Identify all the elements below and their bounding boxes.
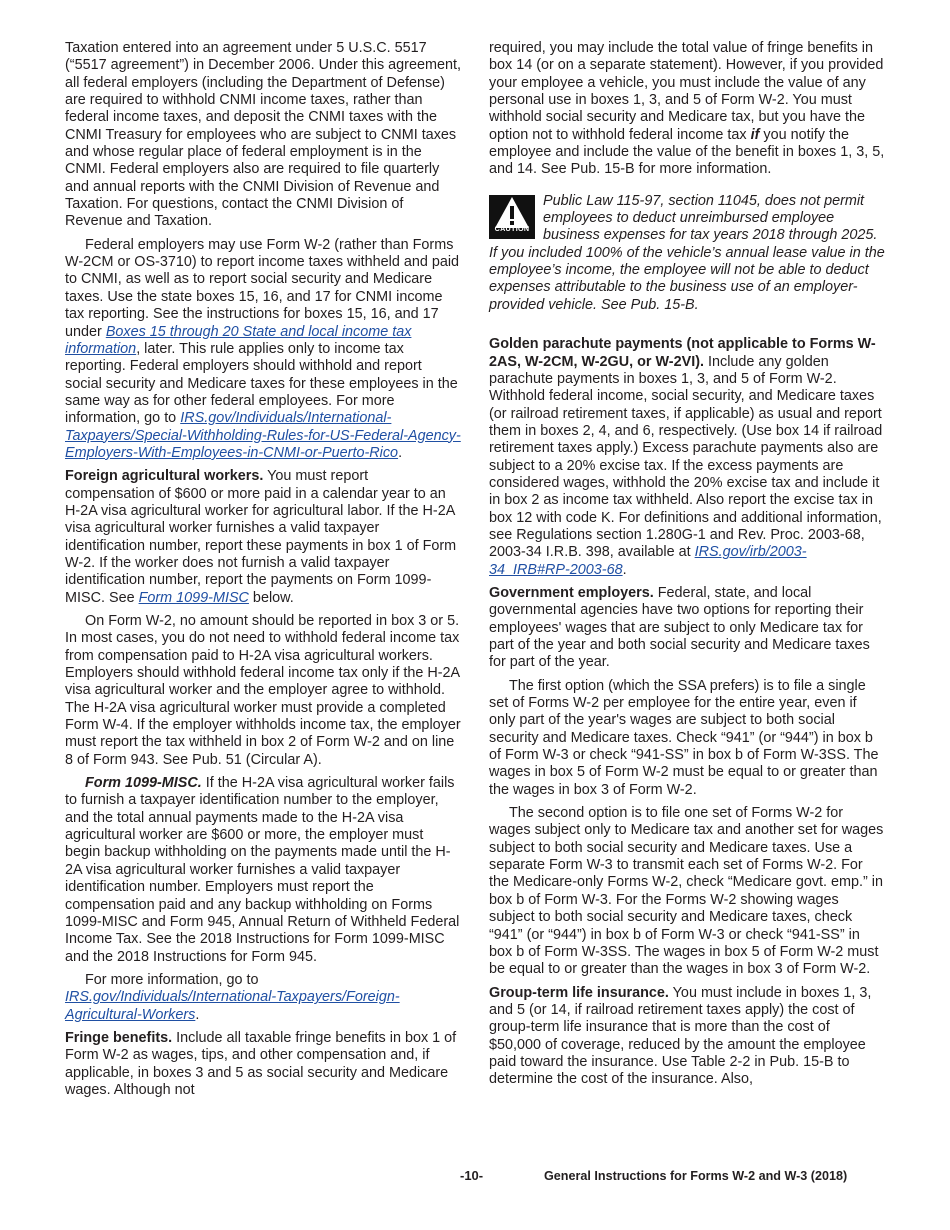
form-1099-misc-link[interactable]: Form 1099-MISC [138,589,249,606]
group-term-life-insurance-paragraph: Group-term life insurance. You must include in boxes 1, 3, and 5 (or 14, if railroad retirement taxes apply) the cost of group-term life insurance that is more than the cost of $50,000 of coverage, reduced by the amount the employee paid toward the insurance. Use Table 2-2 in Pub. 15-B to determine the cost of the insurance. Also, [489,984,872,1088]
government-employers-heading: Government employers. [489,584,654,601]
right-column [489,40,885,1095]
foreign-agricultural-workers-heading: Foreign agricultural workers. [65,468,264,485]
form-w2-box-paragraph: On Form W-2, no amount should be reported in box 3 or 5. In most cases, you do not need to withhold federal income tax from compensation paid to H-2A visa agricultural workers. Employers should withhold federal income tax only if the H-2A visa agricultural worker and the employer agree to withhold. The H-2A visa agricultural worker must provide a completed Form W-4. If the employer withholds income tax, the employer must report the tax withheld in box 2 of Form W-2 and on line 8 of Form 943. See Pub. 51 (Circular A). [65,613,461,768]
second-option-paragraph: The second option is to file one set of Forms W-2 for wages subject only to Medicare tax and another set for wages subject to both social security and Medicare taxes. Use a separate Form W-3 to transmit each set of Forms W-2. For the Medicare-only Forms W-2, check “Medicare govt. emp.” in box b of Form W-3. For the Forms W-2 showing wages subject to both social security and Medicare taxes, check “941” (or “944”) in box b of Form W-3 or check “941-SS” in box b of Form W-3SS. The wages in box 5 of Form W-2 must be equal to or greater than the wages in box 3 of Form W-2. [489,805,884,978]
cnmi-agreement-paragraph: Taxation entered into an agreement under 5 U.S.C. 5517 (“5517 agreement”) in December 2006. Under this agreement, all federal employers (including the Department of Defense) are required to withhold CNMI income taxes, rather than federal income taxes, and deposit the CNMI taxes with the CNMI Treasury for employees who are subject to CNMI taxes and whose regular place of federal employment is in the CNMI. Federal employers also are required to file quarterly and annual reports with the CNMI Division of Revenue and Taxation. For questions, contact the CNMI Division of Revenue and Taxation. [65,40,461,230]
golden-parachute-heading: Golden parachute payments (not applicable to Forms W-2AS, W-2CM, W-2GU, or W-2VI). [489,336,876,370]
group-term-life-insurance-heading: Group-term life insurance. [489,984,669,1001]
caution-text: Public Law 115-97, section 11045, does not permit employees to deduct unreimbursed employee business expenses for tax years 2018 through 2025. If you included 100% of the vehicle’s annual lease value in the employee’s income, the employee will not be able to deduct expenses attributable to the business use of an employer-provided vehicle. See Pub. 15-B. [489,192,885,313]
form-1099-misc-heading: Form 1099-MISC. [85,775,202,792]
page-footer [0,1166,950,1190]
boxes-15-20-link[interactable]: Boxes 15 through 20 State and local income tax information [65,323,412,357]
fringe-benefits-heading: Fringe benefits. [65,1029,173,1046]
golden-parachute-paragraph: Golden parachute payments (not applicable to Forms W-2AS, W-2CM, W-2GU, or W-2VI). Include any golden parachute payments in boxes 1, 3, and 5 of Form W-2. Withhold federal income, social security, and Medicare taxes (or railroad retirement taxes, if applicable) as usual and report them in boxes 2, 4, and 6, respectively. (Use box 14 if railroad retirement taxes apply.) Excess parachute payments also are subject to a 20% excise tax. If the excess payments are considered wages, withhold the 20% excise tax and include it in box 2 as income tax withheld. Also report the excise tax in box 12 with code K. For definitions and additional information, see Regulations section 1.280G-1 and Rev. Proc. 2003-68, 2003-34 I.R.B. 398, available at IRS.gov/irb/2003-34_IRB#RP-2003-68. [489,336,883,578]
document-title: General Instructions for Forms W-2 and W-3 (2018) [544,1169,848,1183]
caution-note [489,193,885,314]
irs-foreign-agricultural-workers-link[interactable]: IRS.gov/Individuals/International-Taxpayers/Foreign-Agricultural-Workers [65,989,400,1023]
fringe-benefits-paragraph: Fringe benefits. Include all taxable fringe benefits in box 1 of Form W-2 as wages, tips, and other compensation and, if applicable, in boxes 3 and 5 as social security and Medicare wages. Although not [65,1029,457,1098]
left-column [65,40,461,1105]
irs-cnmi-withholding-link[interactable]: IRS.gov/Individuals/International-Taxpayers/Special-Withholding-Rules-for-US-Federal-Agency-Employers-With-Employees-in-CNMI-or-Puerto-Rico [65,410,461,461]
government-employers-paragraph: Government employers. Federal, state, and local governmental agencies have two options for reporting their employees' wages that are subject to only Medicare tax for part of the year and both social security and Medicare taxes for part of the year. [489,584,870,671]
more-information-paragraph: For more information, go to IRS.gov/Individuals/International-Taxpayers/Foreign-Agricultural-Workers. [65,971,400,1023]
caution-icon [489,195,535,239]
foreign-agricultural-workers-paragraph: Foreign agricultural workers. You must report compensation of $600 or more paid in a calendar year to an H-2A visa agricultural worker for agricultural labor. If the H-2A visa agricultural worker furnishes a valid taxpayer identification number, report these payments in box 1 of Form W-2. If the worker does not furnish a valid taxpayer identification number, report the payments on Form 1099-MISC. See Form 1099-MISC below. [65,468,457,606]
irs-irb-2003-34-link[interactable]: IRS.gov/irb/2003-34_IRB#RP-2003-68 [489,544,807,578]
first-option-paragraph: The first option (which the SSA prefers) is to file a single set of Forms W-2 per employee for the entire year, even if only part of the year's wages are subject to both social security and Medicare taxes. Check “941” (or “944”) in box b of Form W-3 or check “941-SS” in box b of Form W-3SS. The wages in box 5 of Form W-2 must be equal to or greater than the wages in box 3 of Form W-2. [489,677,879,798]
form-1099-misc-paragraph: Form 1099-MISC. If the H-2A visa agricultural worker fails to furnish a taxpayer identification number to the employer, and the total annual payments made to the H-2A visa agricultural worker are $600 or more, the employer must begin backup withholding on the payments made until the H-2A visa agricultural worker furnishes a valid taxpayer identification number. Employers must report the compensation paid and any backup withholding on Forms 1099-MISC and Form 945, Annual Return of Withheld Federal Income Tax. See the 2018 Instructions for Form 1099-MISC and the 2018 Instructions for Form 945. [65,775,460,965]
caution-label: CAUTION [494,224,530,234]
page-number: -10- [460,1168,484,1183]
fringe-benefits-continued-paragraph: required, you may include the total value of fringe benefits in box 14 (or on a separate statement). However, if you provided your employee a vehicle, you must include the value of any personal use in boxes 1, 3, and 5 of Form W-2. You must withhold social security and Medicare tax, but you have the option not to withhold federal income tax if you notify the employee and include the value of the benefit in boxes 1, 3, 5, and 14. See Pub. 15-B for more information. [489,40,885,178]
federal-employers-paragraph: Federal employers may use Form W-2 (rather than Forms W-2CM or OS-3710) to report income taxes withheld and paid to CNMI, as well as to report social security and Medicare taxes. Use the state boxes 15, 16, and 17 for CNMI income tax reporting. See the instructions for boxes 15, 16, and 17 under Boxes 15 through 20 State and local income tax information, later. This rule applies only to income tax reporting. Federal employers should withhold and report social security and Medicare taxes for these employees in the same way as for other federal employees. For more information, go to IRS.gov/Individuals/International-Taxpayers/Special-Withholding-Rules-for-US-Federal-Agency-Employers-With-Employees-in-CNMI-or-Puerto-Rico. [65,236,461,461]
